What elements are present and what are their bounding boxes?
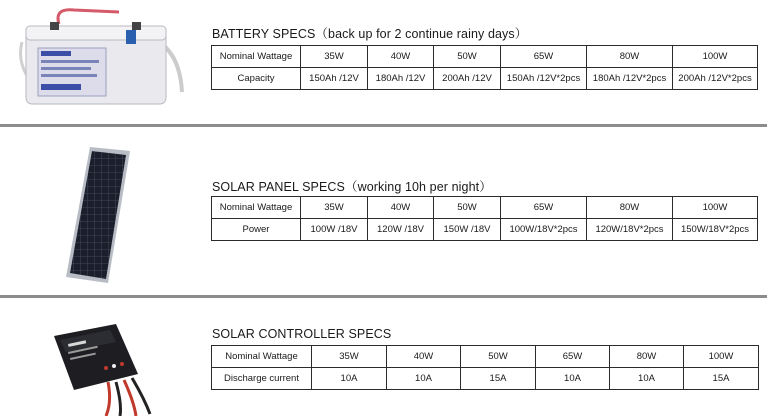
row-header: Nominal Wattage: [212, 46, 301, 68]
row-header: Power: [212, 219, 301, 241]
table-row: [212, 219, 758, 241]
battery-image: [14, 4, 184, 109]
row-header: Capacity: [212, 68, 301, 90]
table-cell: 200Ah /12V*2pcs: [673, 68, 758, 90]
table-cell: 40W: [368, 46, 434, 68]
table-cell: 150Ah /12V: [301, 68, 368, 90]
row-header: Discharge current: [212, 368, 312, 390]
table-cell: 10A: [536, 368, 610, 390]
table-cell: 200Ah /12V: [434, 68, 501, 90]
table-cell: 100W: [673, 46, 758, 68]
table-row: [212, 197, 758, 219]
table-cell: 50W: [461, 346, 536, 368]
table-cell: 40W: [368, 197, 434, 219]
table-cell: 50W: [434, 197, 501, 219]
table-cell: 100W: [673, 197, 758, 219]
controller-specs-title: SOLAR CONTROLLER SPECS: [212, 327, 392, 341]
table-row: [212, 68, 758, 90]
table-cell: 150Ah /12V*2pcs: [501, 68, 587, 90]
battery-specs-title: BATTERY SPECS（back up for 2 continue rainy days）: [212, 27, 528, 41]
table-cell: 180Ah /12V*2pcs: [587, 68, 673, 90]
table-cell: 50W: [434, 46, 501, 68]
solar-panel-section: [0, 127, 767, 295]
battery-section: [0, 0, 767, 124]
table-row: [212, 46, 758, 68]
solar-panel-image: [60, 145, 136, 285]
table-cell: 35W: [312, 346, 387, 368]
row-header: Nominal Wattage: [212, 346, 312, 368]
table-cell: 100W /18V: [301, 219, 368, 241]
table-cell: 180Ah /12V: [368, 68, 434, 90]
table-cell: 100W/18V*2pcs: [501, 219, 587, 241]
battery-specs-table: [211, 45, 758, 90]
solar-panel-specs-table: [211, 196, 758, 241]
table-cell: 150W/18V*2pcs: [673, 219, 758, 241]
table-cell: 15A: [461, 368, 536, 390]
table-cell: 120W /18V: [368, 219, 434, 241]
solar-controller-image: [50, 322, 160, 416]
table-cell: 150W /18V: [434, 219, 501, 241]
table-cell: 40W: [387, 346, 461, 368]
solar-panel-specs-title: SOLAR PANEL SPECS（working 10h per night）: [212, 180, 492, 194]
table-cell: 120W/18V*2pcs: [587, 219, 673, 241]
table-cell: 100W: [684, 346, 759, 368]
table-cell: 35W: [301, 197, 368, 219]
table-cell: 65W: [536, 346, 610, 368]
table-cell: 10A: [312, 368, 387, 390]
table-cell: 65W: [501, 46, 587, 68]
table-cell: 80W: [587, 197, 673, 219]
table-cell: 65W: [501, 197, 587, 219]
table-cell: 15A: [684, 368, 759, 390]
controller-section: [0, 298, 767, 416]
table-cell: 80W: [587, 46, 673, 68]
controller-specs-table: [211, 345, 759, 390]
table-cell: 80W: [610, 346, 684, 368]
table-cell: 35W: [301, 46, 368, 68]
table-cell: 10A: [610, 368, 684, 390]
table-row: [212, 346, 759, 368]
table-cell: 10A: [387, 368, 461, 390]
table-row: [212, 368, 759, 390]
row-header: Nominal Wattage: [212, 197, 301, 219]
